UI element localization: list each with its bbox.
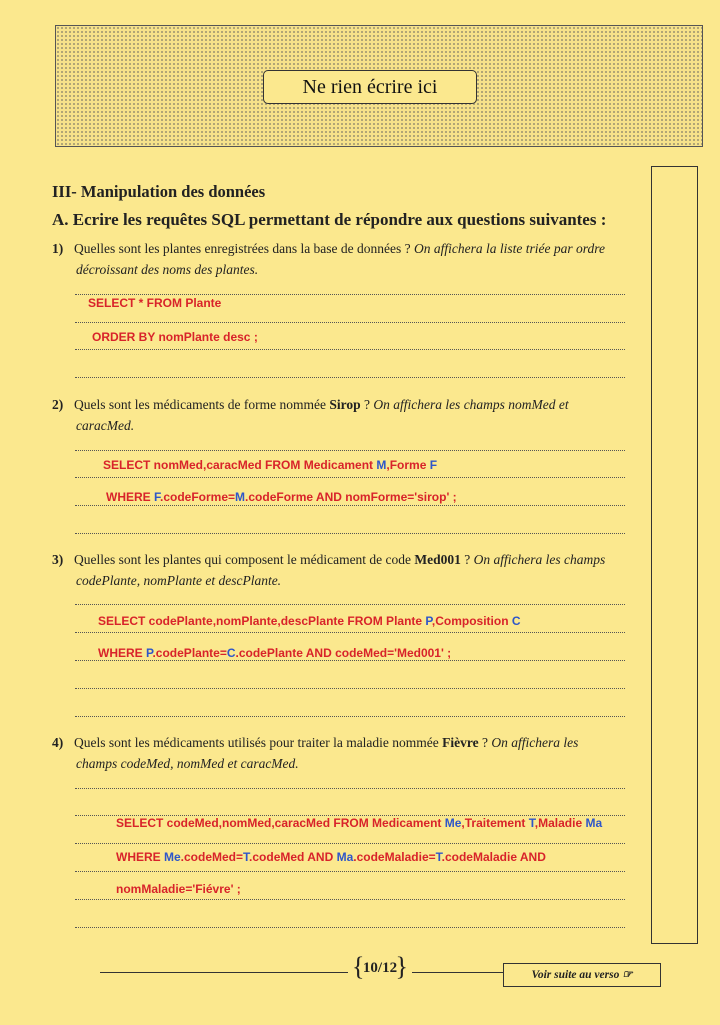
page-number (352, 952, 408, 981)
answer-line (75, 450, 625, 451)
answer-line (75, 349, 625, 350)
answer-4-line-1: SELECT codeMed,nomMed,caracMed FROM Medicament Me,Traitement T,Maladie Ma (116, 816, 603, 830)
question-instruction-cont: codePlante, nomPlante et descPlante. (76, 573, 282, 588)
question-keyword: Sirop (329, 397, 361, 412)
answer-line (75, 294, 625, 295)
question-number: 2) (52, 397, 64, 412)
answer-line (75, 899, 625, 900)
section-subtitle: A. Ecrire les requêtes SQL permettant de répondre aux questions suivantes : (52, 210, 607, 229)
question-instruction: On affichera la liste triée par ordre (414, 241, 606, 256)
question-number: 4) (52, 735, 64, 750)
footer-rule-left (100, 972, 348, 973)
question-text: ? (478, 735, 492, 750)
question-1 (52, 238, 648, 280)
answer-2-line-2: WHERE F.codeForme=M.codeForme AND nomForme='sirop' ; (106, 490, 457, 504)
question-text: Quels sont les médicaments de forme nommée (74, 397, 330, 412)
answer-3-line-2: WHERE P.codePlante=C.codePlante AND codeMed='Med001' ; (98, 646, 452, 660)
answer-line (75, 533, 625, 534)
question-text: Quelles sont les plantes enregistrées dans la base de données ? (74, 241, 415, 256)
answer-line (75, 377, 625, 378)
question-text: Quelles sont les plantes qui composent le médicament de code (74, 552, 415, 567)
question-keyword: Med001 (414, 552, 461, 567)
answer-line (75, 688, 625, 689)
answer-1-line-2: ORDER BY nomPlante desc ; (92, 330, 258, 344)
answer-line (75, 716, 625, 717)
answer-line (75, 843, 625, 844)
answer-line (75, 322, 625, 323)
question-number: 1) (52, 241, 64, 256)
answer-4-line-3: nomMaladie='Fiévre' ; (116, 882, 241, 896)
answer-line (75, 927, 625, 928)
section-title: III- Manipulation des données (52, 182, 266, 201)
answer-line (75, 477, 625, 478)
answer-line (75, 788, 625, 789)
answer-line (75, 871, 625, 872)
question-instruction-cont: champs codeMed, nomMed et caracMed. (76, 756, 299, 771)
answer-3-line-1: SELECT codePlante,nomPlante,descPlante FROM Plante P,Composition C (98, 614, 521, 628)
question-4 (52, 732, 648, 774)
reserved-area-label: Ne rien écrire ici (263, 70, 477, 104)
brace-left: { (352, 952, 365, 981)
page-number-text: 10/12 (362, 960, 398, 976)
question-text: ? (360, 397, 374, 412)
question-2 (52, 394, 648, 436)
question-text: ? (460, 552, 474, 567)
question-number: 3) (52, 552, 64, 567)
brace-right: } (395, 952, 408, 981)
question-instruction: On affichera les champs nomMed et (373, 397, 569, 412)
answer-4-line-2: WHERE Me.codeMed=T.codeMed AND Ma.codeMaladie=T.codeMaladie AND (116, 850, 546, 864)
answer-2-line-1: SELECT nomMed,caracMed FROM Medicament M,Forme F (103, 458, 438, 472)
answer-1-line-1: SELECT * FROM Plante (88, 296, 222, 310)
question-keyword: Fièvre (442, 735, 479, 750)
question-instruction: On affichera les (491, 735, 579, 750)
question-text: Quels sont les médicaments utilisés pour traiter la maladie nommée (74, 735, 443, 750)
answer-line (75, 604, 625, 605)
answer-line (75, 660, 625, 661)
question-instruction-cont: décroissant des noms des plantes. (76, 262, 259, 277)
answer-line (75, 632, 625, 633)
question-instruction: On affichera les champs (473, 552, 606, 567)
answer-line (75, 505, 625, 506)
question-instruction-cont: caracMed. (76, 418, 135, 433)
verso-note: Voir suite au verso ☞ (503, 963, 661, 987)
footer-rule-right (412, 972, 503, 973)
question-3 (52, 549, 648, 591)
margin-box (651, 166, 698, 944)
